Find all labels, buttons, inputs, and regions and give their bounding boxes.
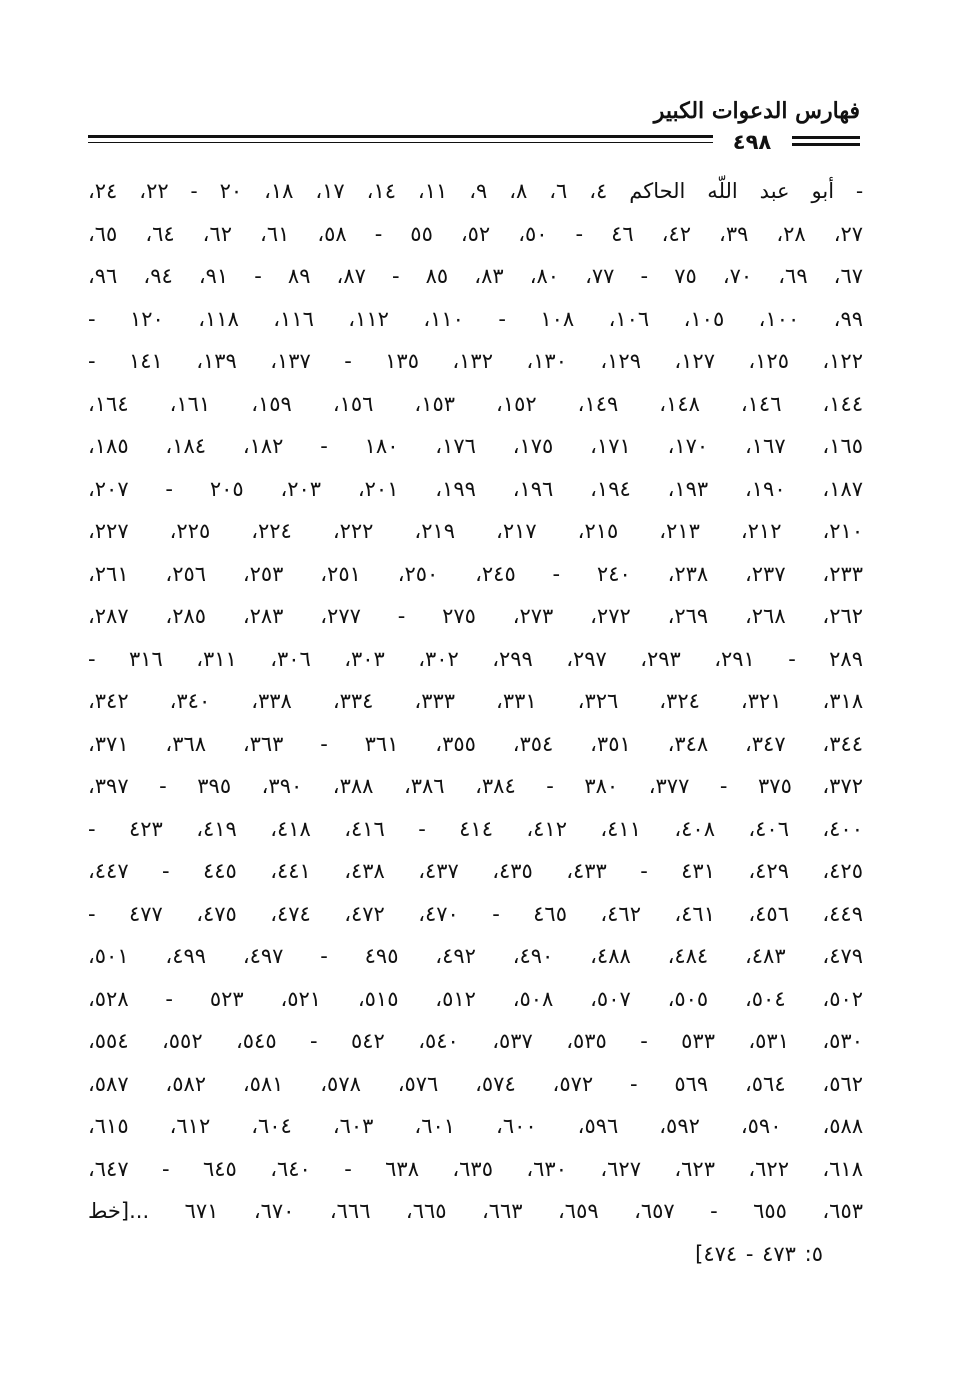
entry-line: ٣٤٤، ٣٤٧، ٣٤٨، ٣٥١، ٣٥٤، ٣٥٥، ٣٦١ - ٣٦٣، ٣٦٨، ٣٧١، (88, 731, 864, 756)
entry-line: ٥: ٤٧٣ - ٤٧٤] (695, 1241, 823, 1266)
page-number-rule-bottom (792, 143, 860, 146)
entry-line: ١٦٥، ١٦٧، ١٧٠، ١٧١، ١٧٥، ١٧٦، ١٨٠ - ١٨٢، ١٨٤، ١٨٥، (88, 434, 864, 458)
entry-line: ١٢٢، ١٢٥، ١٢٧، ١٢٩، ١٣٠، ١٣٢، ١٣٥ - ١٣٧، ١٣٩، ١٤١ - (88, 349, 863, 373)
entry-line: ٥٨٨، ٥٩٠، ٥٩٢، ٥٩٦، ٦٠٠، ٦٠١، ٦٠٣، ٦٠٤، ٦١٢، ٦١٥، (88, 1114, 864, 1138)
entry-line: ٢٦٢، ٢٦٨، ٢٦٩، ٢٧٢، ٢٧٣، ٢٧٥ - ٢٧٧، ٢٨٣، ٢٨٥، ٢٨٧، (88, 604, 864, 628)
entry-line: ١٨٧، ١٩٠، ١٩٣، ١٩٤، ١٩٦، ١٩٩، ٢٠١، ٢٠٣، ٢٠٥ - ٢٠٧، (88, 476, 864, 501)
running-title: فهارس الدعوات الكبير (653, 98, 860, 124)
entry-line: ١٤٤، ١٤٦، ١٤٨، ١٤٩، ١٥٢، ١٥٣، ١٥٦، ١٥٩، ١٦١، ١٦٤، (88, 391, 864, 416)
entry-line: ٥٣٠، ٥٣١، ٥٣٣ - ٥٣٥، ٥٣٧، ٥٤٠، ٥٤٢ - ٥٤٥، ٥٥٢، ٥٥٤، (88, 1029, 863, 1053)
entry-line: ٥٠٢، ٥٠٤، ٥٠٥، ٥٠٧، ٥٠٨، ٥١٢، ٥١٥، ٥٢١، ٥٢٣ - ٥٢٨، (88, 986, 864, 1011)
entry-line: ٣٧٢، ٣٧٥ - ٣٧٧، ٣٨٠ - ٣٨٤، ٣٨٦، ٣٨٨، ٣٩٠، ٣٩٥ - ٣٩٧، (88, 774, 864, 798)
entry-line: - أبو عبد اللّه الحاكم ٤، ٦، ٨، ٩، ١١، ١٤، ١٧، ١٨، ٢٠ - ٢٢، ٢٤، (88, 179, 864, 203)
page-number: ٤٩٨ (732, 130, 772, 154)
entry-line: ٤٠٠، ٤٠٦، ٤٠٨، ٤١١، ٤١٢، ٤١٤ - ٤١٦، ٤١٨، ٤١٩، ٤٢٣ - (88, 816, 863, 841)
entry-line: ٤٤٩، ٤٥٦، ٤٦١، ٤٦٢، ٤٦٥ - ٤٧٠، ٤٧٢، ٤٧٤، ٤٧٥، ٤٧٧ - (88, 901, 863, 926)
entry-line: ٢٨٩ - ٢٩١، ٢٩٣، ٢٩٧، ٢٩٩، ٣٠٢، ٣٠٣، ٣٠٦، ٣١١، ٣١٦ - (88, 646, 863, 671)
header-rule-thick (88, 135, 713, 138)
entry-line: ٦١٨، ٦٢٢، ٦٢٣، ٦٢٧، ٦٣٠، ٦٣٥، ٦٣٨ - ٦٤٠، ٦٤٥ - ٦٤٧، (88, 1156, 863, 1181)
entry-line: ٦٥٣، ٦٥٥ - ٦٥٧، ٦٥٩، ٦٦٣، ٦٦٥، ٦٦٦، ٦٧٠، ٦٧١ ...[خط (88, 1199, 864, 1223)
entry-line: ٤٧٩، ٤٨٣، ٤٨٤، ٤٨٨، ٤٩٠، ٤٩٢، ٤٩٥ - ٤٩٧، ٤٩٩، ٥٠١، (88, 944, 864, 968)
entry-line: ٩٩، ١٠٠، ١٠٥، ١٠٦، ١٠٨ - ١١٠، ١١٢، ١١٦، ١١٨، ١٢٠ - (88, 306, 864, 331)
entry-line: ٢٣٣، ٢٣٧، ٢٣٨، ٢٤٠ - ٢٤٥، ٢٥٠، ٢٥١، ٢٥٣، ٢٥٦، ٢٦١، (88, 561, 864, 586)
entry-line: ٥٦٢، ٥٦٤، ٥٦٩ - ٥٧٢، ٥٧٤، ٥٧٦، ٥٧٨، ٥٨١، ٥٨٢، ٥٨٧، (88, 1071, 864, 1096)
entry-line: ٢١٠، ٢١٢، ٢١٣، ٢١٥، ٢١٧، ٢١٩، ٢٢٢، ٢٢٤، ٢٢٥، ٢٢٧، (88, 519, 864, 543)
entry-line: ٣١٨، ٣٢١، ٣٢٤، ٣٢٦، ٣٣١، ٣٣٣، ٣٣٤، ٣٣٨، ٣٤٠، ٣٤٢، (88, 689, 864, 713)
entry-line: ٦٧، ٦٩، ٧٠، ٧٥ - ٧٧، ٨٠، ٨٣، ٨٥ - ٨٧، ٨٩ - ٩١، ٩٤، ٩٦، (88, 264, 864, 288)
entry-line: ٢٧، ٢٨، ٣٩، ٤٢، ٤٦ - ٥٠، ٥٢، ٥٥ - ٥٨، ٦١، ٦٢، ٦٤، ٦٥، (88, 221, 864, 246)
header-rule-thin (88, 142, 713, 143)
entry-line: ٤٢٥، ٤٢٩، ٤٣١ - ٤٣٣، ٤٣٥، ٤٣٧، ٤٣٨، ٤٤١، ٤٤٥ - ٤٤٧، (88, 859, 863, 883)
page-number-rule-top (792, 136, 860, 139)
index-entry (88, 170, 863, 1275)
